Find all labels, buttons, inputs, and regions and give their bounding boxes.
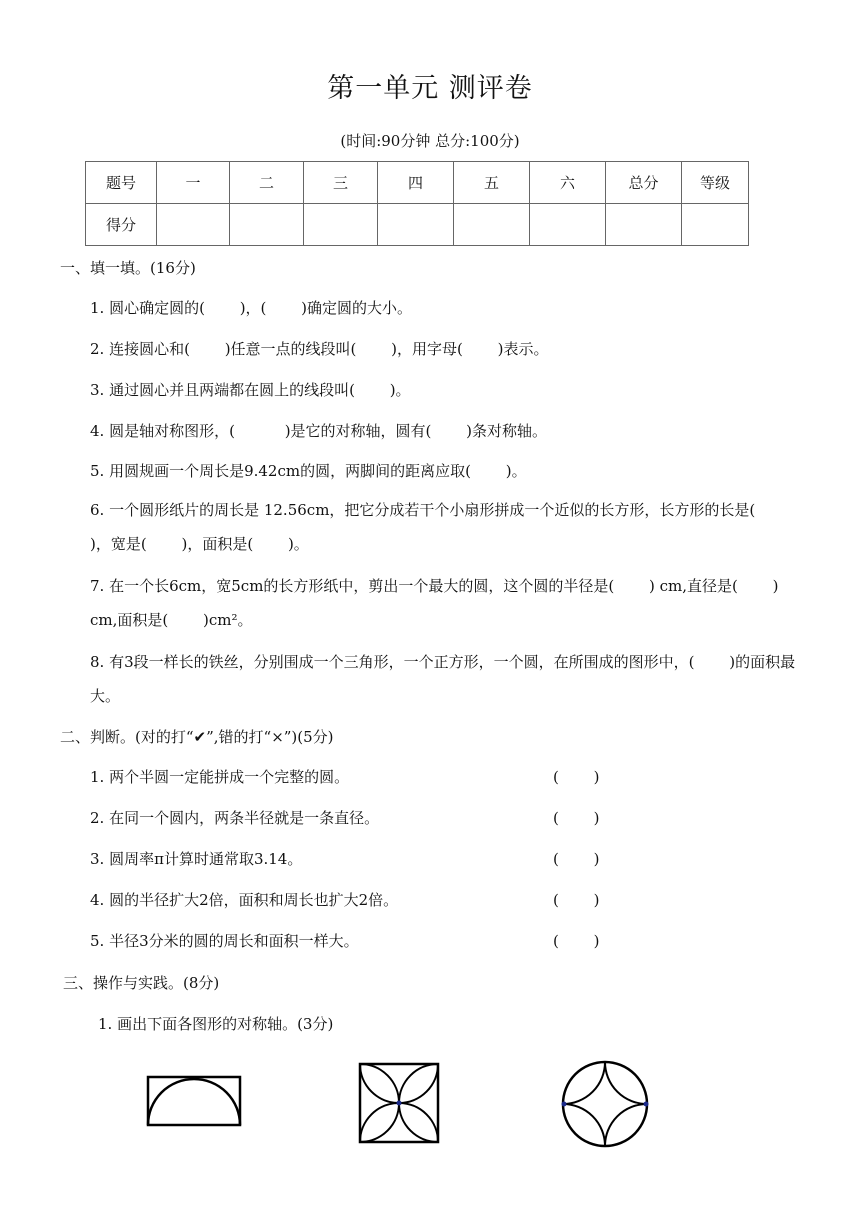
score-cell[interactable] xyxy=(230,204,304,246)
score-cell[interactable] xyxy=(682,204,749,246)
score-row-label: 得分 xyxy=(86,204,157,246)
score-table-header-row xyxy=(86,162,749,204)
score-header-cell: 等级 xyxy=(682,162,749,204)
score-cell[interactable] xyxy=(378,204,454,246)
fill-question-4: 4. 圆是轴对称图形，( )是它的对称轴，圆有( )条对称轴。 xyxy=(90,422,548,440)
score-header-cell: 总分 xyxy=(606,162,682,204)
score-header-cell: 五 xyxy=(454,162,530,204)
score-cell[interactable] xyxy=(606,204,682,246)
fill-question-1: 1. 圆心确定圆的( )，( )确定圆的大小。 xyxy=(90,299,413,317)
square-flower-figure[interactable] xyxy=(356,1060,442,1146)
judge-answer-paren[interactable]: ( ) xyxy=(553,850,600,868)
fill-question-3: 3. 通过圆心并且两端都在圆上的线段叫( )。 xyxy=(90,381,411,399)
score-header-cell: 题号 xyxy=(86,162,157,204)
section2-heading: 二、判断。(对的打“✔”,错的打“×”)(5分) xyxy=(60,728,334,746)
judge-answer-paren[interactable]: ( ) xyxy=(553,891,600,909)
exam-info: (时间:90分钟 总分:100分) xyxy=(340,132,520,150)
rectangle-semicircle-figure[interactable] xyxy=(145,1073,243,1129)
judge-item-4: 4. 圆的半径扩大2倍，面积和周长也扩大2倍。 xyxy=(90,891,399,909)
practice-question-1: 1. 画出下面各图形的对称轴。(3分) xyxy=(98,1015,334,1033)
judge-item-1: 1. 两个半圆一定能拼成一个完整的圆。 xyxy=(90,768,350,786)
fill-question-8: 8. 有3段一样长的铁丝，分别围成一个三角形，一个正方形，一个圆，在所围成的图形中，( )的面积最大。 xyxy=(90,653,796,705)
score-cell[interactable] xyxy=(304,204,378,246)
score-header-cell: 一 xyxy=(157,162,230,204)
fill-question-5: 5. 用圆规画一个周长是9.42cm的圆，两脚间的距离应取( )。 xyxy=(90,462,527,480)
score-header-cell: 三 xyxy=(304,162,378,204)
score-header-cell: 六 xyxy=(530,162,606,204)
section3-heading: 三、操作与实践。(8分) xyxy=(63,974,220,992)
score-header-cell: 二 xyxy=(230,162,304,204)
judge-item-3: 3. 圆周率π计算时通常取3.14。 xyxy=(90,850,303,868)
fill-question-7: 7. 在一个长6cm，宽5cm的长方形纸中，剪出一个最大的圆，这个圆的半径是( ) cm,直径是( ) cm,面积是( )cm²。 xyxy=(90,577,779,629)
section1-heading: 一、填一填。(16分) xyxy=(60,259,196,277)
circle-star-figure[interactable] xyxy=(558,1057,652,1151)
score-cell[interactable] xyxy=(530,204,606,246)
score-cell[interactable] xyxy=(454,204,530,246)
score-table-score-row xyxy=(86,204,749,246)
score-table xyxy=(85,161,749,246)
judge-item-5: 5. 半径3分米的圆的周长和面积一样大。 xyxy=(90,932,359,950)
score-cell[interactable] xyxy=(157,204,230,246)
page-title: 第一单元 测评卷 xyxy=(327,73,533,104)
judge-item-2: 2. 在同一个圆内，两条半径就是一条直径。 xyxy=(90,809,380,827)
judge-answer-paren[interactable]: ( ) xyxy=(553,809,600,827)
fill-question-2: 2. 连接圆心和( )任意一点的线段叫( )，用字母( )表示。 xyxy=(90,340,549,358)
judge-answer-paren[interactable]: ( ) xyxy=(553,768,600,786)
score-header-cell: 四 xyxy=(378,162,454,204)
judge-answer-paren[interactable]: ( ) xyxy=(553,932,600,950)
fill-question-6: 6. 一个圆形纸片的周长是 12.56cm，把它分成若干个小扇形拼成一个近似的长方形，长方形的长是( )，宽是( )，面积是( )。 xyxy=(90,501,791,553)
